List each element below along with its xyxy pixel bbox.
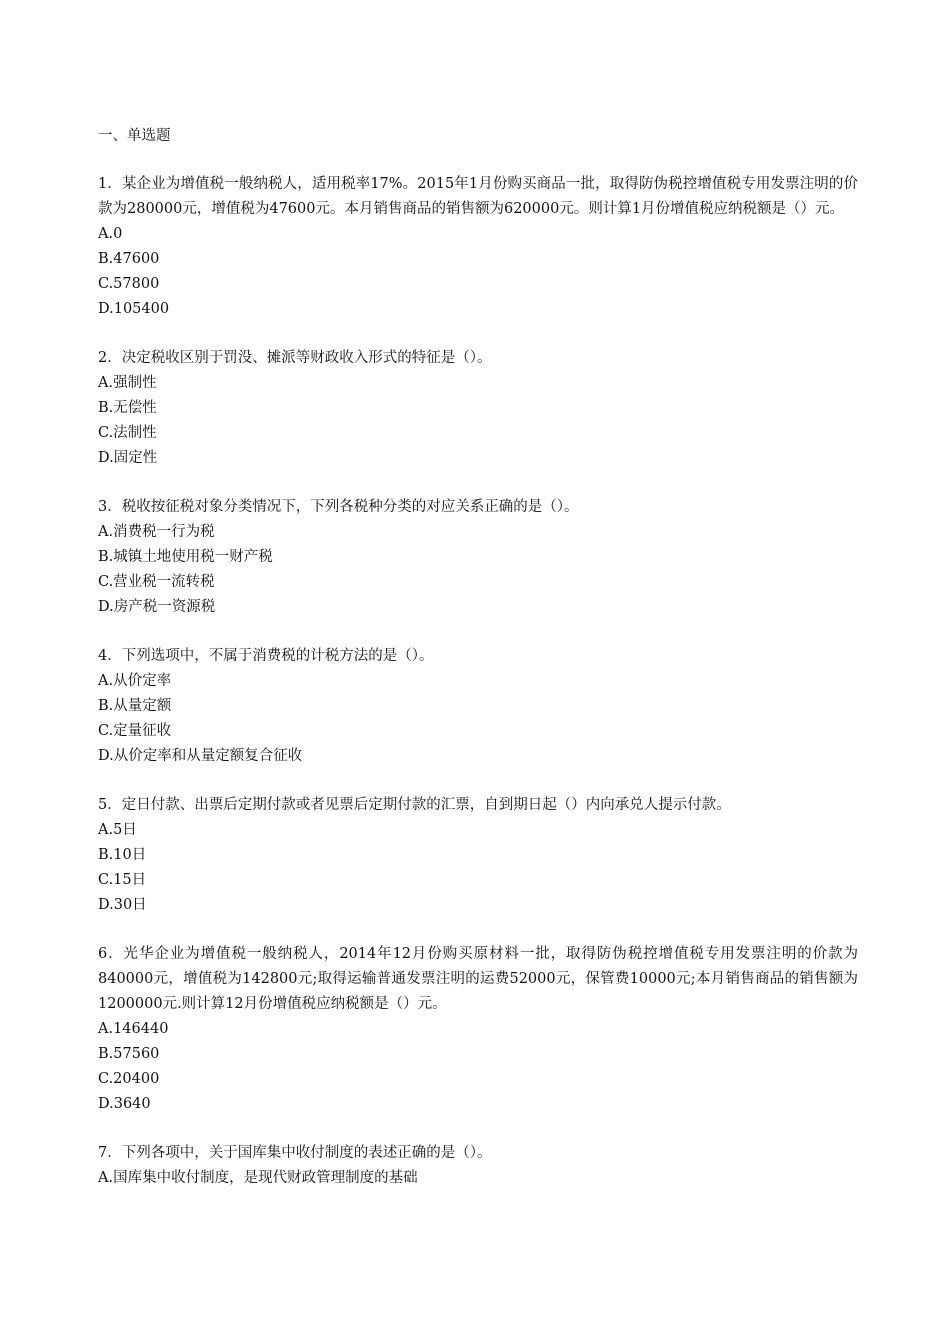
option-b: B.47600 bbox=[98, 251, 160, 267]
question-6 bbox=[98, 942, 858, 1117]
option-d: D.105400 bbox=[98, 301, 170, 317]
question-stem: 3．税收按征税对象分类情况下，下列各税种分类的对应关系正确的是（）。 bbox=[98, 499, 579, 515]
option-b: B.无偿性 bbox=[98, 400, 157, 416]
question-5 bbox=[98, 793, 858, 918]
section-title: 一、单选题 bbox=[98, 128, 171, 144]
option-a: A.0 bbox=[98, 226, 123, 242]
question-4 bbox=[98, 644, 858, 769]
option-c: C.57800 bbox=[98, 276, 160, 292]
option-a: A.5日 bbox=[98, 822, 137, 838]
question-stem: 2．决定税收区别于罚没、摊派等财政收入形式的特征是（）。 bbox=[98, 350, 492, 366]
option-d: D.从价定率和从量定额复合征收 bbox=[98, 748, 303, 764]
option-c: C.15日 bbox=[98, 872, 147, 888]
option-b: B.57560 bbox=[98, 1046, 160, 1062]
question-stem: 6．光华企业为增值税一般纳税人，2014年12月份购买原材料一批，取得防伪税控增值税专用发票注明的价款为840000元，增值税为142800元;取得运输普通发票注明的运费52000元，保管费10000元;本月销售商品的销售额为1200000元.则计算12月份增值税应纳税额是（）元。 bbox=[98, 946, 858, 1012]
option-b: B.城镇土地使用税一财产税 bbox=[98, 549, 273, 565]
option-a: A.国库集中收付制度，是现代财政管理制度的基础 bbox=[98, 1170, 418, 1186]
option-c: C.营业税一流转税 bbox=[98, 574, 215, 590]
option-c: C.20400 bbox=[98, 1071, 160, 1087]
option-b: B.10日 bbox=[98, 847, 147, 863]
option-c: C.法制性 bbox=[98, 425, 157, 441]
question-7 bbox=[98, 1141, 858, 1191]
question-stem: 4．下列选项中，不属于消费税的计税方法的是（）。 bbox=[98, 648, 434, 664]
option-d: D.房产税一资源税 bbox=[98, 599, 216, 615]
option-a: A.146440 bbox=[98, 1021, 169, 1037]
option-d: D.3640 bbox=[98, 1096, 151, 1112]
document-page bbox=[98, 124, 858, 1215]
question-1 bbox=[98, 172, 858, 322]
question-2 bbox=[98, 346, 858, 471]
option-b: B.从量定额 bbox=[98, 698, 172, 714]
question-stem: 1．某企业为增值税一般纳税人，适用税率17%。2015年1月份购买商品一批，取得防伪税控增值税专用发票注明的价款为280000元，增值税为47600元。本月销售商品的销售额为620000元。则计算1月份增值税应纳税额是（）元。 bbox=[98, 176, 858, 217]
option-d: D.固定性 bbox=[98, 450, 158, 466]
option-d: D.30日 bbox=[98, 897, 147, 913]
option-a: A.从价定率 bbox=[98, 673, 172, 689]
question-stem: 5．定日付款、出票后定期付款或者见票后定期付款的汇票，自到期日起（）内向承兑人提示付款。 bbox=[98, 797, 731, 813]
option-a: A.消费税一行为税 bbox=[98, 524, 215, 540]
option-c: C.定量征收 bbox=[98, 723, 172, 739]
question-stem: 7．下列各项中，关于国库集中收付制度的表述正确的是（）。 bbox=[98, 1145, 492, 1161]
option-a: A.强制性 bbox=[98, 375, 157, 391]
question-3 bbox=[98, 495, 858, 620]
